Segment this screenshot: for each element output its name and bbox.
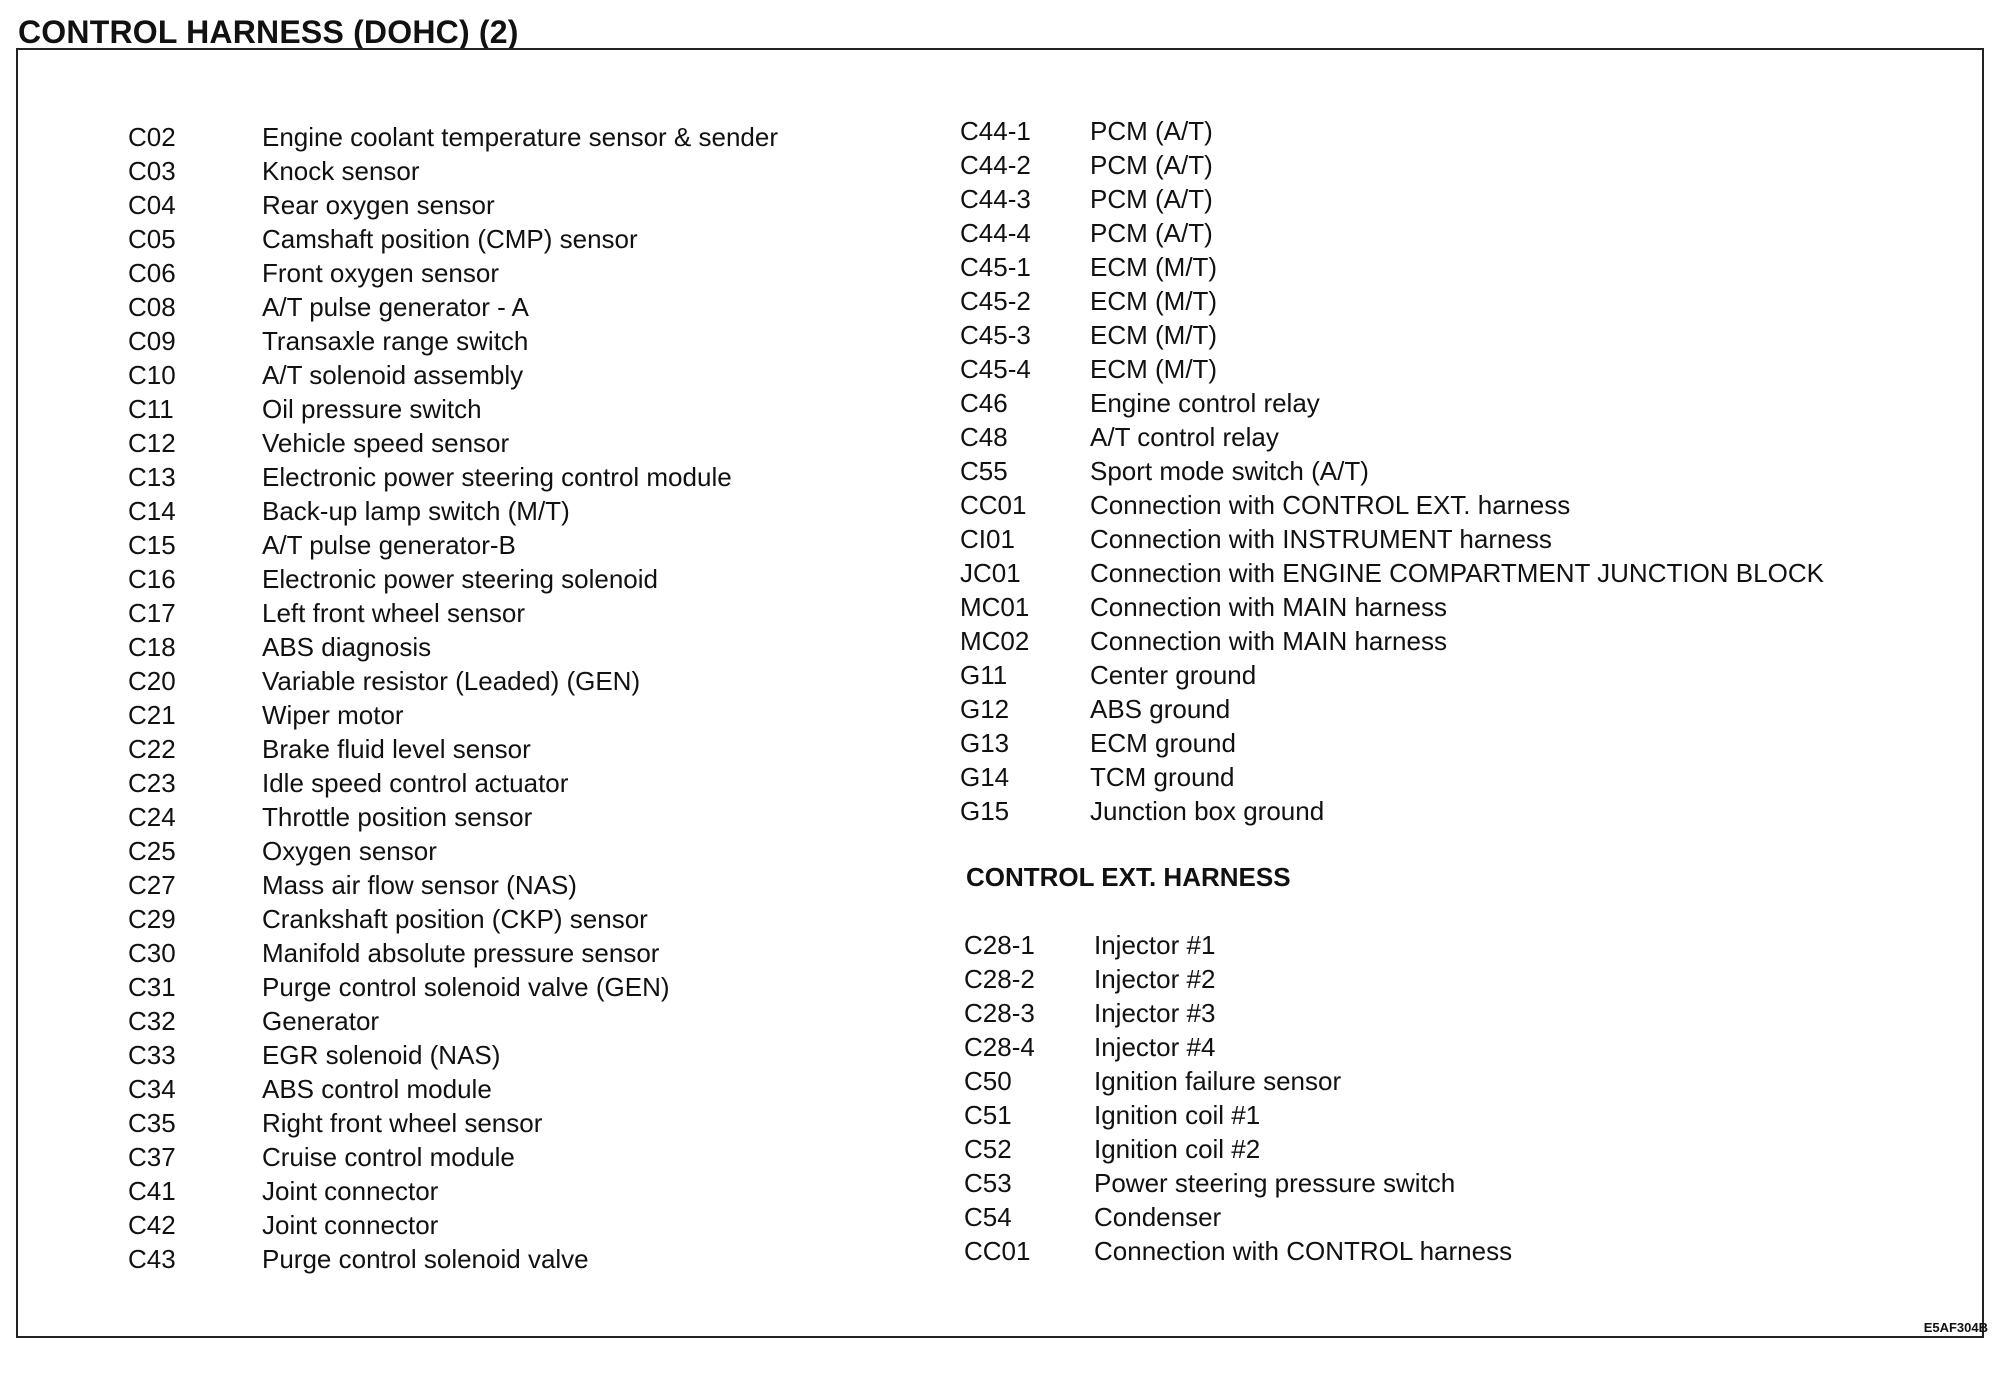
connector-code: C45-4 [960, 354, 1031, 384]
connector-list-ext [964, 928, 1512, 1268]
connector-row [128, 460, 778, 494]
connector-code: CI01 [960, 524, 1015, 554]
connector-row [128, 766, 778, 800]
connector-row [128, 596, 778, 630]
connector-code: C53 [964, 1168, 1012, 1198]
connector-code: C33 [128, 1040, 176, 1070]
connector-description: PCM (A/T) [1090, 184, 1213, 214]
connector-code: C28-3 [964, 998, 1035, 1028]
connector-row [964, 1064, 1512, 1098]
connector-description: Crankshaft position (CKP) sensor [262, 904, 648, 934]
connector-description: A/T pulse generator - A [262, 292, 529, 322]
connector-code: C22 [128, 734, 176, 764]
connector-description: Electronic power steering solenoid [262, 564, 658, 594]
connector-description: Power steering pressure switch [1094, 1168, 1456, 1198]
connector-description: PCM (A/T) [1090, 116, 1213, 146]
connector-row [128, 1038, 778, 1072]
connector-row [128, 698, 778, 732]
connector-row [964, 928, 1512, 962]
connector-code: C16 [128, 564, 176, 594]
connector-description: Connection with INSTRUMENT harness [1090, 524, 1552, 554]
connector-description: Camshaft position (CMP) sensor [262, 224, 638, 254]
connector-description: Engine control relay [1090, 388, 1320, 418]
connector-code: CC01 [964, 1236, 1031, 1266]
connector-code: C21 [128, 700, 176, 730]
connector-description: Ignition coil #1 [1094, 1100, 1261, 1130]
connector-row [128, 664, 778, 698]
connector-code: C42 [128, 1210, 176, 1240]
connector-row [960, 590, 1824, 624]
connector-code: C46 [960, 388, 1008, 418]
connector-code: C09 [128, 326, 176, 356]
connector-row [964, 1030, 1512, 1064]
connector-code: C55 [960, 456, 1008, 486]
connector-code: C54 [964, 1202, 1012, 1232]
connector-row [128, 1174, 778, 1208]
connector-row [960, 386, 1824, 420]
connector-code: C17 [128, 598, 176, 628]
connector-code: C14 [128, 496, 176, 526]
connector-code: C44-4 [960, 218, 1031, 248]
connector-code: C02 [128, 122, 176, 152]
connector-code: C44-3 [960, 184, 1031, 214]
connector-code: C28-2 [964, 964, 1035, 994]
connector-code: C15 [128, 530, 176, 560]
connector-row [960, 318, 1824, 352]
connector-description: Back-up lamp switch (M/T) [262, 496, 570, 526]
connector-description: Manifold absolute pressure sensor [262, 938, 660, 968]
connector-row [128, 1242, 778, 1276]
connector-code: C45-3 [960, 320, 1031, 350]
connector-description: Mass air flow sensor (NAS) [262, 870, 577, 900]
connector-code: C25 [128, 836, 176, 866]
connector-code: C32 [128, 1006, 176, 1036]
connector-description: PCM (A/T) [1090, 218, 1213, 248]
connector-row [128, 1208, 778, 1242]
connector-row [960, 148, 1824, 182]
connector-code: JC01 [960, 558, 1021, 588]
connector-row [964, 996, 1512, 1030]
connector-code: C24 [128, 802, 176, 832]
connector-description: Oxygen sensor [262, 836, 437, 866]
connector-row [964, 1098, 1512, 1132]
connector-description: Generator [262, 1006, 380, 1036]
connector-description: ABS diagnosis [262, 632, 432, 662]
connector-row [964, 1132, 1512, 1166]
connector-row [128, 222, 778, 256]
connector-description: Left front wheel sensor [262, 598, 526, 628]
connector-code: C28-4 [964, 1032, 1035, 1062]
connector-row [964, 1234, 1512, 1268]
connector-description: Oil pressure switch [262, 394, 482, 424]
connector-code: G11 [960, 660, 1008, 690]
connector-description: Engine coolant temperature sensor & sender [262, 122, 778, 152]
connector-description: Center ground [1090, 660, 1257, 690]
connector-description: ECM (M/T) [1090, 320, 1218, 350]
connector-code: MC02 [960, 626, 1030, 656]
connector-row [960, 794, 1824, 828]
connector-row [128, 732, 778, 766]
connector-description: ECM (M/T) [1090, 286, 1218, 316]
connector-code: C44-2 [960, 150, 1031, 180]
connector-row [128, 902, 778, 936]
connector-row [960, 760, 1824, 794]
connector-row [128, 630, 778, 664]
connector-code: C37 [128, 1142, 176, 1172]
connector-code: MC01 [960, 592, 1030, 622]
connector-description: Wiper motor [262, 700, 404, 730]
connector-code: G14 [960, 762, 1010, 792]
connector-description: Connection with MAIN harness [1090, 626, 1447, 656]
connector-row [960, 658, 1824, 692]
connector-code: C45-2 [960, 286, 1031, 316]
connector-code: C51 [964, 1100, 1012, 1130]
connector-description: Injector #3 [1094, 998, 1216, 1028]
connector-description: ABS control module [262, 1074, 492, 1104]
connector-row [960, 488, 1824, 522]
connector-row [128, 154, 778, 188]
connector-code: C13 [128, 462, 176, 492]
connector-code: C48 [960, 422, 1008, 452]
connector-code: C18 [128, 632, 176, 662]
connector-code: C41 [128, 1176, 176, 1206]
connector-description: Connection with MAIN harness [1090, 592, 1447, 622]
connector-description: Cruise control module [262, 1142, 515, 1172]
connector-code: C29 [128, 904, 176, 934]
connector-list-left [128, 120, 778, 1276]
connector-row [960, 454, 1824, 488]
connector-row [128, 800, 778, 834]
connector-code: C50 [964, 1066, 1012, 1096]
connector-description: Injector #2 [1094, 964, 1216, 994]
connector-code: C27 [128, 870, 176, 900]
connector-row [960, 726, 1824, 760]
connector-description: Junction box ground [1090, 796, 1325, 826]
image-code: E5AF304B [1923, 1320, 1988, 1335]
connector-description: Knock sensor [262, 156, 420, 186]
page-title: CONTROL HARNESS (DOHC) (2) [18, 14, 519, 50]
connector-code: C03 [128, 156, 176, 186]
connector-code: C10 [128, 360, 176, 390]
connector-row [960, 556, 1824, 590]
connector-code: C04 [128, 190, 176, 220]
connector-code: G15 [960, 796, 1010, 826]
connector-description: Joint connector [262, 1176, 439, 1206]
connector-row [960, 114, 1824, 148]
connector-description: Front oxygen sensor [262, 258, 500, 288]
connector-description: PCM (A/T) [1090, 150, 1213, 180]
connector-description: Vehicle speed sensor [262, 428, 510, 458]
connector-description: Idle speed control actuator [262, 768, 569, 798]
connector-row [960, 352, 1824, 386]
connector-code: C11 [128, 394, 174, 424]
connector-row [128, 494, 778, 528]
connector-row [128, 358, 778, 392]
connector-description: Sport mode switch (A/T) [1090, 456, 1369, 486]
connector-code: C06 [128, 258, 176, 288]
connector-description: EGR solenoid (NAS) [262, 1040, 501, 1070]
connector-description: Joint connector [262, 1210, 439, 1240]
connector-code: C28-1 [964, 930, 1035, 960]
connector-row [128, 1106, 778, 1140]
connector-description: ECM (M/T) [1090, 252, 1218, 282]
connector-row [128, 970, 778, 1004]
connector-description: Injector #1 [1094, 930, 1216, 960]
connector-row [964, 962, 1512, 996]
connector-row [128, 426, 778, 460]
connector-description: Ignition coil #2 [1094, 1134, 1261, 1164]
connector-row [964, 1200, 1512, 1234]
connector-description: Brake fluid level sensor [262, 734, 531, 764]
connector-description: Purge control solenoid valve (GEN) [262, 972, 670, 1002]
connector-row [960, 420, 1824, 454]
connector-description: ECM ground [1090, 728, 1236, 758]
connector-row [128, 1140, 778, 1174]
connector-description: Injector #4 [1094, 1032, 1216, 1062]
connector-description: TCM ground [1090, 762, 1235, 792]
connector-description: Condenser [1094, 1202, 1222, 1232]
connector-code: CC01 [960, 490, 1027, 520]
connector-code: C34 [128, 1074, 176, 1104]
connector-description: Connection with CONTROL harness [1094, 1236, 1513, 1266]
connector-code: C08 [128, 292, 176, 322]
connector-description: A/T pulse generator-B [262, 530, 516, 560]
connector-row [128, 834, 778, 868]
connector-row [128, 528, 778, 562]
connector-description: Rear oxygen sensor [262, 190, 495, 220]
connector-row [960, 250, 1824, 284]
connector-row [960, 692, 1824, 726]
connector-code: C12 [128, 428, 176, 458]
connector-row [128, 120, 778, 154]
connector-row [128, 256, 778, 290]
connector-row [960, 624, 1824, 658]
connector-code: G13 [960, 728, 1010, 758]
connector-row [128, 290, 778, 324]
connector-description: ECM (M/T) [1090, 354, 1218, 384]
connector-code: C44-1 [960, 116, 1031, 146]
connector-description: Throttle position sensor [262, 802, 533, 832]
connector-row [960, 284, 1824, 318]
connector-row [960, 522, 1824, 556]
connector-description: Connection with ENGINE COMPARTMENT JUNCTION BLOCK [1090, 558, 1824, 588]
connector-code: C30 [128, 938, 176, 968]
connector-code: C35 [128, 1108, 176, 1138]
connector-list-right [960, 114, 1824, 828]
connector-row [128, 1072, 778, 1106]
connector-description: Transaxle range switch [262, 326, 529, 356]
section-heading-control-ext-harness: CONTROL EXT. HARNESS [966, 862, 1291, 892]
connector-description: Variable resistor (Leaded) (GEN) [262, 666, 641, 696]
connector-code: G12 [960, 694, 1010, 724]
connector-code: C52 [964, 1134, 1012, 1164]
connector-code: C23 [128, 768, 176, 798]
connector-row [128, 562, 778, 596]
connector-row [128, 1004, 778, 1038]
connector-description: Right front wheel sensor [262, 1108, 543, 1138]
connector-description: Connection with CONTROL EXT. harness [1090, 490, 1571, 520]
connector-row [128, 392, 778, 426]
connector-description: Electronic power steering control module [262, 462, 732, 492]
connector-code: C05 [128, 224, 176, 254]
connector-description: Purge control solenoid valve [262, 1244, 589, 1274]
connector-code: C20 [128, 666, 176, 696]
connector-code: C45-1 [960, 252, 1031, 282]
connector-row [128, 324, 778, 358]
connector-row [128, 868, 778, 902]
connector-row [960, 182, 1824, 216]
connector-description: ABS ground [1090, 694, 1231, 724]
connector-description: Ignition failure sensor [1094, 1066, 1342, 1096]
connector-code: C31 [128, 972, 176, 1002]
connector-description: A/T solenoid assembly [262, 360, 524, 390]
connector-description: A/T control relay [1090, 422, 1279, 452]
connector-code: C43 [128, 1244, 176, 1274]
connector-row [964, 1166, 1512, 1200]
connector-row [128, 936, 778, 970]
connector-row [960, 216, 1824, 250]
connector-row [128, 188, 778, 222]
